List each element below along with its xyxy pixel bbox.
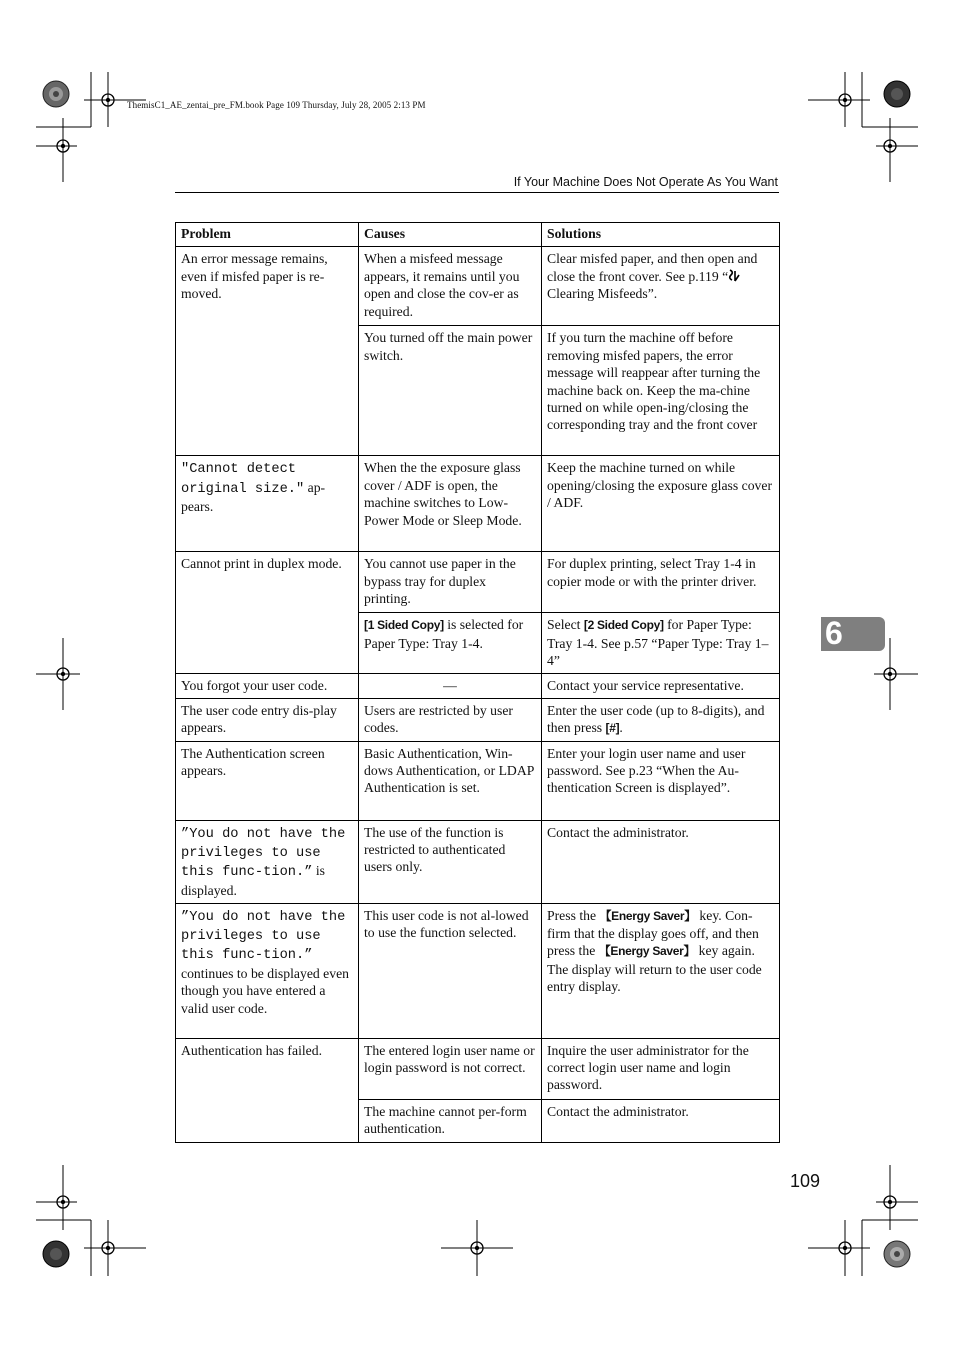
header-problem: Problem [176,223,359,247]
cause-cell: You turned off the main power switch. [359,326,542,456]
problem-cell: The user code entry dis-play appears. [176,698,359,741]
cause-cell: Basic Authentication, Win-dows Authentication, or LDAP Authentication is set. [359,741,542,820]
problem-cell: ”You do not have the privileges to use this func-tion.” is displayed. [176,820,359,903]
table-row [176,820,780,903]
table-row [176,552,780,613]
table-row [176,1038,780,1099]
cause-cell: The entered login user name or login password is not correct. [359,1038,542,1099]
solution-cell: If you turn the machine off before removing misfed papers, the error message will reappear after turning the machine back on. Keep the ma-chine turned on while open-ing/closing the corresponding tray and the front cover [542,326,780,456]
troubleshooting-table [175,222,780,1143]
cause-cell: You cannot use paper in the bypass tray for duplex printing. [359,552,542,613]
page-number: 109 [790,1171,821,1191]
header-rule [175,192,779,193]
problem-cell: You forgot your user code. [176,674,359,698]
misfeed-icon [728,269,741,283]
problem-cell: An error message remains, even if misfed paper is re-moved. [176,247,359,456]
table-row [176,456,780,552]
running-header: If Your Machine Does Not Operate As You Want [513,175,778,189]
cause-cell: The use of the function is restricted to authenticated users only. [359,820,542,903]
table-row [176,247,780,326]
table-row [176,903,780,1038]
solution-cell: Enter your login user name and user password. See p.23 “When the Au-thentication Screen is displayed”. [542,741,780,820]
table-row [176,698,780,741]
solution-cell: Contact the administrator. [542,1099,780,1142]
cause-cell: The machine cannot per-form authentication. [359,1099,542,1142]
chapter-tab [821,617,885,651]
header-causes: Causes [359,223,542,247]
cause-cell: [1 Sided Copy] is selected for Paper Type: Tray 1-4. [359,613,542,674]
table-row [176,674,780,698]
cause-cell: This user code is not al-lowed to use the function selected. [359,903,542,1038]
solution-cell: For duplex printing, select Tray 1-4 in copier mode or with the printer driver. [542,552,780,613]
table-row [176,741,780,820]
cause-cell: When the the exposure glass cover / ADF is open, the machine switches to Low-Power Mode or Sleep Mode. [359,456,542,552]
table-header-row [176,223,780,247]
solution-cell: Inquire the user administrator for the correct login user name and login password. [542,1038,780,1099]
solution-cell: Contact the administrator. [542,820,780,903]
cause-cell: Users are restricted by user codes. [359,698,542,741]
solution-cell: Enter the user code (up to 8-digits), and then press [#]. [542,698,780,741]
problem-cell: Cannot print in duplex mode. [176,552,359,674]
problem-cell: Authentication has failed. [176,1038,359,1142]
solution-cell: Contact your service representative. [542,674,780,698]
solution-cell: Keep the machine turned on while opening/closing the exposure glass cover / ADF. [542,456,780,552]
solution-cell: Select [2 Sided Copy] for Paper Type: Tray 1-4. See p.57 “Paper Type: Tray 1–4” [542,613,780,674]
book-file-line: ThemisC1_AE_zentai_pre_FM.book Page 109 Thursday, July 28, 2005 2:13 PM [127,100,426,110]
header-solutions: Solutions [542,223,780,247]
problem-cell: ”You do not have the privileges to use this func-tion.” continues to be displayed even though you have entered a valid user code. [176,903,359,1038]
chapter-number: 6 [825,615,843,651]
solution-cell: Press the 【Energy Saver】 key. Con-firm that the display goes off, and then press the 【Energy Saver】 key again. The display will return to the user code entry display. [542,903,780,1038]
cause-cell: When a misfeed message appears, it remains until you open and close the cov-er as required. [359,247,542,326]
solution-cell: Clear misfed paper, and then open and close the front cover. See p.119 “Clearing Misfeeds”. [542,247,780,326]
cause-cell: — [359,674,542,698]
problem-cell: The Authentication screen appears. [176,741,359,820]
problem-cell: "Cannot detect original size." ap-pears. [176,456,359,552]
